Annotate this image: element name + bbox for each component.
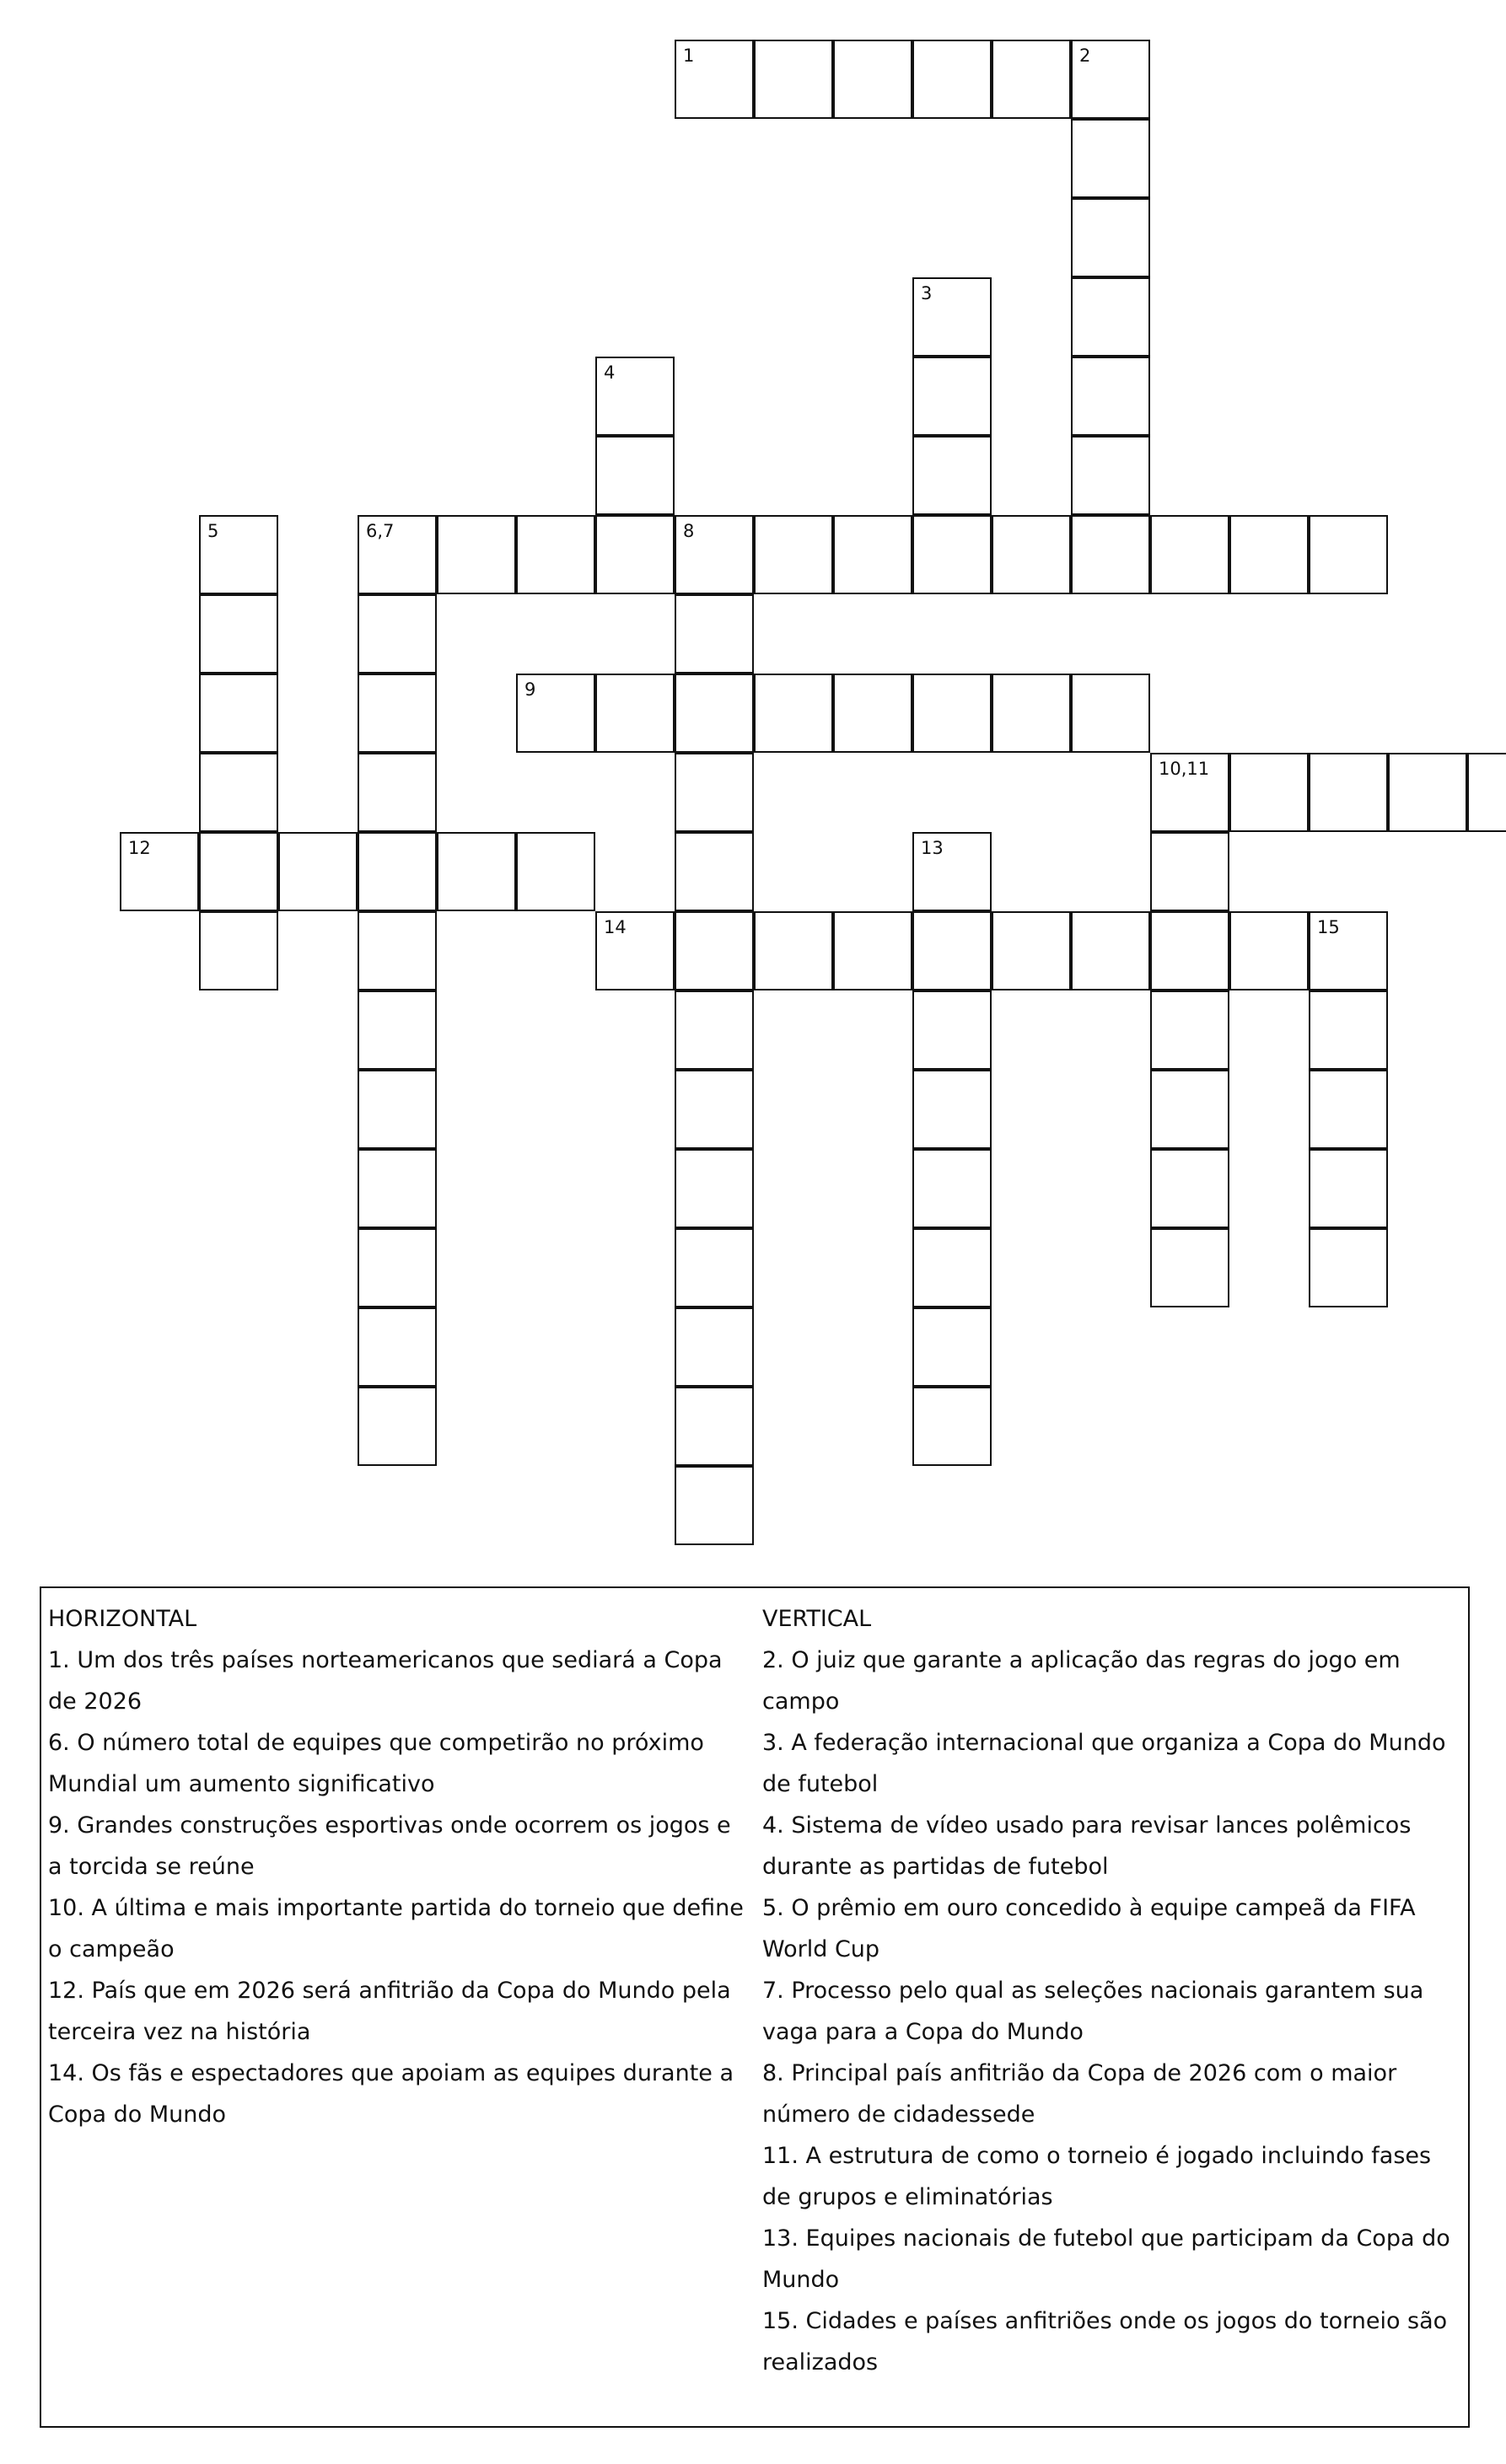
horizontal-clue-12: 12. País que em 2026 será anfitrião da Copa do Mundo pela terceira vez na história [48, 1978, 731, 2045]
clues-box [40, 1586, 1470, 2428]
crossword-cell[interactable] [675, 911, 754, 990]
crossword-cell[interactable] [595, 674, 675, 753]
vertical-clues [762, 1598, 1462, 2383]
vertical-clue-7: 7. Processo pelo qual as seleções nacionais garantem sua vaga para a Copa do Mundo [762, 1978, 1424, 2045]
vertical-clue-2: 2. O juiz que garante a aplicação das regras do jogo em campo [762, 1647, 1401, 1715]
crossword-cell[interactable] [595, 515, 675, 594]
clue-number: 4 [604, 362, 616, 383]
crossword-cell[interactable] [833, 515, 912, 594]
clue-number: 2 [1079, 46, 1091, 66]
clue-number: 5 [207, 521, 219, 541]
crossword-cell[interactable] [675, 753, 754, 832]
crossword-cell[interactable] [437, 832, 516, 911]
crossword-cell[interactable] [1071, 436, 1150, 515]
crossword-cell[interactable] [358, 594, 437, 674]
crossword-cell[interactable] [675, 832, 754, 911]
crossword-cell[interactable] [199, 515, 278, 594]
crossword-cell[interactable] [992, 515, 1071, 594]
clue-number: 13 [921, 838, 944, 858]
clue-number: 15 [1317, 917, 1340, 937]
crossword-cell[interactable] [1229, 515, 1309, 594]
crossword-cell[interactable] [912, 832, 992, 911]
crossword-cell[interactable] [754, 515, 833, 594]
crossword-cell[interactable] [912, 674, 992, 753]
clue-number: 9 [524, 679, 536, 700]
crossword-cell[interactable] [199, 674, 278, 753]
horizontal-clues [48, 1598, 748, 2135]
crossword-cell[interactable] [912, 1228, 992, 1307]
crossword-cell[interactable] [675, 1070, 754, 1149]
vertical-clue-3: 3. A federação internacional que organiza a Copa do Mundo de futebol [762, 1730, 1446, 1797]
crossword-cell[interactable] [1150, 832, 1229, 911]
crossword-cell[interactable] [199, 911, 278, 990]
crossword-cell[interactable] [675, 674, 754, 753]
vertical-heading: VERTICAL [762, 1606, 872, 1632]
crossword-cell[interactable] [1309, 990, 1388, 1070]
crossword-cell[interactable] [595, 911, 675, 990]
crossword-cell[interactable] [516, 515, 595, 594]
crossword-cell[interactable] [1309, 1228, 1388, 1307]
crossword-cell[interactable] [912, 357, 992, 436]
crossword-cell[interactable] [199, 832, 278, 911]
crossword-cell[interactable] [833, 674, 912, 753]
crossword-cell[interactable] [675, 594, 754, 674]
horizontal-clue-1: 1. Um dos três países norteamericanos que sediará a Copa de 2026 [48, 1647, 723, 1715]
crossword-cell[interactable] [992, 40, 1071, 119]
crossword-cell[interactable] [1150, 1149, 1229, 1228]
crossword-cell[interactable] [595, 357, 675, 436]
crossword-cell[interactable] [912, 277, 992, 357]
crossword-cell[interactable] [833, 911, 912, 990]
crossword-cell[interactable] [278, 832, 358, 911]
crossword-cell[interactable] [358, 911, 437, 990]
crossword-cell[interactable] [1150, 1070, 1229, 1149]
crossword-cell[interactable] [1150, 990, 1229, 1070]
crossword-cell[interactable] [912, 990, 992, 1070]
clue-number: 12 [128, 838, 151, 858]
vertical-clue-8: 8. Principal país anfitrião da Copa de 2026 com o maior número de cidadessede [762, 2060, 1397, 2128]
crossword-cell[interactable] [675, 990, 754, 1070]
clue-number: 8 [683, 521, 695, 541]
crossword-cell[interactable] [1071, 198, 1150, 277]
crossword-cell[interactable] [358, 1228, 437, 1307]
crossword-cell[interactable] [1071, 357, 1150, 436]
crossword-cell[interactable] [358, 1149, 437, 1228]
crossword-cell[interactable] [1150, 911, 1229, 990]
crossword-cell[interactable] [912, 1149, 992, 1228]
crossword-cell[interactable] [912, 1307, 992, 1387]
horizontal-clue-14: 14. Os fãs e espectadores que apoiam as equipes durante a Copa do Mundo [48, 2060, 734, 2128]
clue-number: 6,7 [366, 521, 395, 541]
vertical-clue-15: 15. Cidades e países anfitriões onde os jogos do torneio são realizados [762, 2308, 1448, 2375]
horizontal-heading: HORIZONTAL [48, 1606, 197, 1632]
crossword-cell[interactable] [912, 436, 992, 515]
crossword-cell[interactable] [1388, 753, 1467, 832]
crossword-cell[interactable] [1071, 674, 1150, 753]
crossword-cell[interactable] [358, 990, 437, 1070]
vertical-clue-4: 4. Sistema de vídeo usado para revisar lances polêmicos durante as partidas de futebol [762, 1812, 1412, 1880]
crossword-cell[interactable] [1071, 40, 1150, 119]
crossword-cell[interactable] [358, 753, 437, 832]
crossword-cell[interactable] [1071, 277, 1150, 357]
crossword-cell[interactable] [675, 1307, 754, 1387]
crossword-cell[interactable] [754, 911, 833, 990]
crossword-cell[interactable] [675, 40, 754, 119]
crossword-cell[interactable] [120, 832, 199, 911]
crossword-cell[interactable] [912, 1387, 992, 1466]
crossword-cell[interactable] [1071, 119, 1150, 198]
crossword-cell[interactable] [595, 436, 675, 515]
crossword-cell[interactable] [912, 515, 992, 594]
crossword-cell[interactable] [912, 1070, 992, 1149]
clue-number: 10,11 [1159, 759, 1210, 779]
crossword-cell[interactable] [516, 674, 595, 753]
crossword-cell[interactable] [675, 1387, 754, 1466]
crossword-cell[interactable] [1309, 1070, 1388, 1149]
crossword-cell[interactable] [1467, 753, 1506, 832]
crossword-cell[interactable] [1229, 753, 1309, 832]
crossword-cell[interactable] [992, 674, 1071, 753]
crossword-cell[interactable] [912, 911, 992, 990]
crossword-cell[interactable] [358, 515, 437, 594]
crossword-cell[interactable] [1309, 515, 1388, 594]
vertical-clue-5: 5. O prêmio em ouro concedido à equipe campeã da FIFA World Cup [762, 1895, 1416, 1962]
crossword-cell[interactable] [1071, 515, 1150, 594]
horizontal-clue-10: 10. A última e mais importante partida do torneio que define o campeão [48, 1895, 744, 1962]
crossword-cell[interactable] [358, 1070, 437, 1149]
crossword-cell[interactable] [1150, 753, 1229, 832]
crossword-cell[interactable] [675, 1466, 754, 1545]
crossword-cell[interactable] [199, 594, 278, 674]
crossword-cell[interactable] [358, 674, 437, 753]
vertical-clue-13: 13. Equipes nacionais de futebol que participam da Copa do Mundo [762, 2225, 1450, 2293]
crossword-cell[interactable] [1071, 911, 1150, 990]
crossword-cell[interactable] [754, 674, 833, 753]
clue-number: 1 [683, 46, 695, 66]
crossword-cell[interactable] [754, 40, 833, 119]
crossword-cell[interactable] [833, 40, 912, 119]
clue-number: 14 [604, 917, 627, 937]
crossword-cell[interactable] [675, 1228, 754, 1307]
clue-number: 3 [921, 283, 933, 303]
crossword-cell[interactable] [992, 911, 1071, 990]
crossword-cell[interactable] [516, 832, 595, 911]
crossword-cell[interactable] [358, 1387, 437, 1466]
crossword-cell[interactable] [358, 1307, 437, 1387]
crossword-cell[interactable] [1309, 1149, 1388, 1228]
crossword-cell[interactable] [1229, 911, 1309, 990]
horizontal-clue-6: 6. O número total de equipes que competirão no próximo Mundial um aumento significativo [48, 1730, 704, 1797]
crossword-cell[interactable] [437, 515, 516, 594]
crossword-cell[interactable] [675, 1149, 754, 1228]
crossword-cell[interactable] [1150, 515, 1229, 594]
crossword-cell[interactable] [358, 832, 437, 911]
crossword-cell[interactable] [199, 753, 278, 832]
horizontal-clue-9: 9. Grandes construções esportivas onde ocorrem os jogos e a torcida se reúne [48, 1812, 731, 1880]
crossword-cell[interactable] [1309, 911, 1388, 990]
vertical-clue-11: 11. A estrutura de como o torneio é jogado incluindo fases de grupos e eliminatórias [762, 2143, 1432, 2210]
crossword-cell[interactable] [675, 515, 754, 594]
crossword-cell[interactable] [1309, 753, 1388, 832]
crossword-cell[interactable] [1150, 1228, 1229, 1307]
crossword-cell[interactable] [912, 40, 992, 119]
